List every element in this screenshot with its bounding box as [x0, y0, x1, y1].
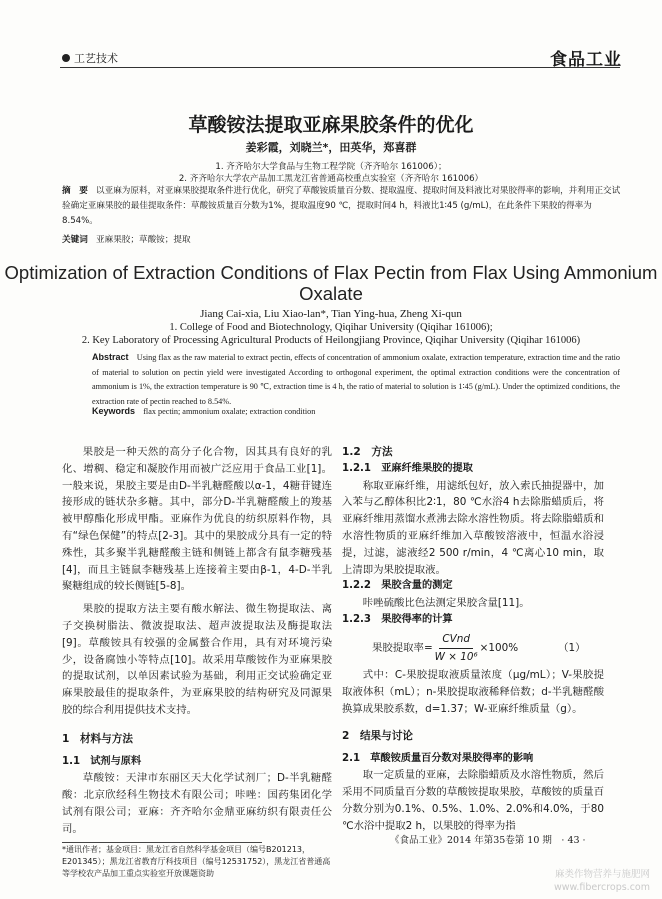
paragraph: 式中：C-果胶提取液质量浓度（μg/mL）；V-果胶提取液体积（mL）；n-果胶提取液稀释倍数；d-半乳糖醛酸换算成果胶系数，d=1.37；W-亚麻纤维质量（g）。: [342, 669, 604, 715]
paragraph: 取一定质量的亚麻，去除脂蜡质及水溶性物质，然后采用不同质量百分数的草酸铵提取果胶，草酸铵的质量百分数分别为0.1%、0.5%、1.0%、2.0%和4.0%，于80 ℃水浴中提取2 h，以果胶的得率为指: [342, 769, 604, 832]
english-authors: Jiang Cai-xia, Liu Xiao-lan*, Tian Ying-hua, Zheng Xi-qun: [200, 308, 462, 320]
section-heading: 1.2 方法: [342, 446, 393, 458]
english-abstract-label: Abstract: [92, 352, 129, 362]
english-affiliation-2: 2. Key Laboratory of Processing Agricultural Products of Heilongjiang Province, Qiqihar University (Qiqihar 161006): [81, 335, 581, 346]
journal-reference: 《食品工业》2014 年第35卷第 10 期 · 43 ·: [390, 835, 586, 846]
footnote: *通讯作者；基金项目：黑龙江省自然科学基金项目（编号B201213，E201345）；黑龙江省教育厅科技项目（编号12531752），黑龙江省普通高等学校农产品加工重点实验室开放课题资助: [62, 845, 331, 878]
section-heading: 1 材料与方法: [62, 732, 133, 745]
affiliation-2: 2. 齐齐哈尔大学农产品加工黑龙江省普通高校重点实验室（齐齐哈尔 161006）: [178, 174, 484, 184]
paragraph: 果胶的提取方法主要有酸水解法、微生物提取法、离子交换树脂法、微波提取法、超声波提取法及酶提取法[9]。草酸铵具有较强的金属螯合作用，具有对环境污染少，设备腐蚀小等特点[10]。故采用草酸铵作为亚麻果胶的提取试剂，以单因素试验为基础，利用正交试验确定亚麻果胶最佳的提取条件，为亚麻果胶的结构研究及同源果胶的综合利用提供技术支持。: [62, 603, 332, 716]
watermark: [554, 868, 650, 894]
keywords-cn-text: 亚麻果胶；草酸铵；提取: [96, 235, 191, 245]
abstract-cn-text: 以亚麻为原料，对亚麻果胶提取条件进行优化，研究了草酸铵质量百分数、提取温度、提取时间及料液比对果胶得率的影响，并利用正交试验确定亚麻果胶的最佳提取条件：草酸铵质量百分数为1%，提取温度90 ℃，提取时间4 h，料液比1∶45 (g/mL)，在此条件下果胶的得率为8.54%。: [62, 186, 621, 226]
authors: 姜彩霞，刘晓兰*，田英华，郑喜群: [245, 141, 417, 154]
formula-fraction: [435, 631, 478, 666]
subsection-heading: 1.2.2 果胶含量的测定: [342, 580, 453, 592]
english-keywords: [92, 406, 315, 416]
english-title: Optimization of Extraction Conditions of Flax Pectin from Flax Using Ammonium Oxalate: [4, 262, 658, 304]
paragraph: 咔唑硫酸比色法测定果胶含量[11]。: [362, 597, 530, 610]
english-keywords-text: flax pectin; ammonium oxalate; extraction condition: [143, 407, 316, 416]
english-keywords-label: Keywords: [92, 406, 136, 416]
english-affiliation-1: 1. College of Food and Biotechnology, Qiqihar University (Qiqihar 161006);: [169, 322, 493, 333]
watermark-line-2: www.fibercrops.com: [553, 882, 650, 893]
formula-number: （1）: [558, 641, 586, 654]
subsection-heading: 1.2.1 亚麻纤维果胶的提取: [342, 462, 473, 474]
subsection-heading: 2.1 草酸铵质量百分数对果胶得率的影响: [342, 752, 534, 764]
right-column: [342, 444, 604, 835]
paragraph: 草酸铵：天津市东丽区天大化学试剂厂；D-半乳糖醛酸：北京欣经科生物技术有限公司；咔唑：国药集团化学试剂有限公司；亚麻：齐齐哈尔金鼎亚麻纺织有限责任公司。: [62, 772, 332, 835]
formula-numerator: CVnd: [439, 631, 473, 649]
article-title: 草酸铵法提取亚麻果胶条件的优化: [188, 114, 474, 136]
abstract-cn: [62, 184, 624, 229]
keywords-cn-label: 关键词: [62, 235, 88, 245]
bullet-icon: [62, 54, 70, 62]
paragraph: 称取亚麻纤维，用滤纸包好，放入索氏抽提器中，加入苯与乙醇体积比2∶1，80 ℃水浴4 h去除脂蜡质后，将亚麻纤维用蒸馏水煮沸去除水溶性物质。将去除脂蜡质和水溶性物质的亚麻纤维加入草酸铵溶液中，恒温水浴浸提，过滤，滤液经2 500 r/min，4 ℃离心10 min，取上清即为果胶提取液。: [342, 479, 604, 576]
footnote-rule: [62, 842, 262, 843]
yield-formula: [372, 631, 604, 666]
section-header: [62, 50, 118, 66]
formula-tail: ×100%: [479, 641, 519, 654]
watermark-line-1: 麻类作物营养与施肥网: [554, 869, 650, 880]
journal-logo: 食品工业: [550, 50, 622, 70]
subsection-heading: 1.2.3 果胶得率的计算: [342, 613, 453, 625]
formula-denominator: W × 10⁶: [434, 650, 478, 663]
english-abstract-text: Using flax as the raw material to extract pectin, effects of concentration of ammonium oxalate, extraction temperature, extraction time and the ratio of material to solution on pectin yield were investigated According to orthogonal experiment, the optimal extraction conditions were the concentration of ammonium is 1%, the extraction temperature is 90 ℃, extraction time is 4 h, the ratio of material to solution is 1∶45 (g/mL). Under the optimized conditions, the extraction rate of pectin reached to 8.54%.: [92, 353, 621, 406]
abstract-cn-label: 摘 要: [62, 186, 88, 196]
formula-lhs: 果胶提取率=: [372, 641, 433, 654]
paragraph: 果胶是一种天然的高分子化合物，因其具有良好的乳化、增稠、稳定和凝胶作用而被广泛应用于食品工业[1]。一般来说，果胶主要是由D-半乳糖醛酸以α-1，4糖苷键连接形成的链状杂多糖。其中，部分D-半乳糖醛酸上的羧基被甲醇酯化形成甲酯。亚麻作为优良的纺织原料作物，具有“绿色保健”的特点[2-3]。其中的果胶成分具有一定的特殊性，其多聚半乳糖醛酸主链和侧链上都含有鼠李糖残基[4]，而且主链鼠李糖残基上连接着主要由β-1，4-D-半乳聚糖组成的较长侧链[5-8]。: [62, 446, 332, 593]
section-heading: 2 结果与讨论: [342, 729, 413, 742]
english-abstract: [92, 350, 620, 409]
section-label: 工艺技术: [74, 52, 118, 65]
left-column: [62, 444, 332, 838]
affiliation-1: 1. 齐齐哈尔大学食品与生物工程学院（齐齐哈尔 161006）；: [215, 162, 447, 172]
keywords-cn: [62, 233, 191, 245]
header-rule: [60, 67, 620, 68]
subsection-heading: 1.1 试剂与原料: [62, 755, 142, 767]
